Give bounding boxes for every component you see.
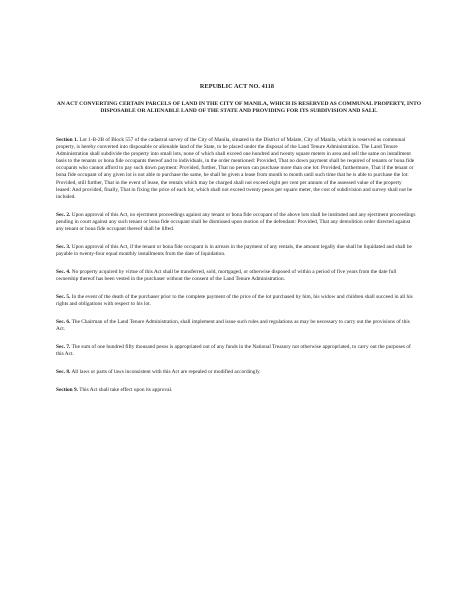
section-2 <box>56 212 416 233</box>
section-text: In the event of the death of the purchaser prior to the complete payment of the price of the lot purchased by him, his widow and children shall succeed in all his rights and obligations with respect to his lot. <box>56 294 413 308</box>
section-text: Upon approval of this Act, if the tenant or bona fide occupant is in arrears in the payment of any rentals, the amount legally due shall be liquidated and shall be payable in twenty-four equal monthly installments from the date of liquidation. <box>56 243 412 257</box>
document-subtitle: AN ACT CONVERTING CERTAIN PARCELS OF LAND IN THE CITY OF MANILA, WHICH IS RESERVED AS COMMUNAL PROPERTY, INTO DISPOSABLE OR ALIENABLE LAND OF THE STATE AND PROVIDING FOR ITS SUBDIVISION AND SALE. <box>56 101 422 115</box>
section-1 <box>56 137 416 201</box>
section-label: Sec. 5. <box>56 294 71 301</box>
section-label: Sec. 4. <box>56 268 71 275</box>
section-label: Sec. 7. <box>56 344 71 351</box>
section-text: Lot 1-B-2B of Block 557 of the cadastral survey of the City of Manila, situated in the District of Malate, City of Manila, which is reserved as communal property, is hereby converted into disposable or alienable land of the State, to be placed under the disposal of the Land Tenure Administration. The Land Tenure Administration shall subdivide the property into small lots, none of which shall exceed one hundred and twenty square meters in area and sell the same on installment basis to the tenants or bona fide occupants thereof and to individuals, in the order mentioned: Provided, That no down payment shall be required of tenants or bona fide occupants who cannot afford to pay such down payment: Provided, further, That no person can purchase more than one lot: Provided, furthermore, That if the tenant or bona fide occupant of any given lot is not able to purchase the same, he shall be given a lease from month to month until such time that he is able to purchase the lot: Provided, still further, That in the event of lease, the rentals which may be charged shall not exceed eight per cent per annum of the assessed value of the property leased: And provided, finally, That in fixing the price of each lot, which shall not exceed twenty pesos per square meter, the cost of subdivision and survey shall not be included. <box>56 137 415 200</box>
section-text: Upon approval of this Act, no ejectment proceedings against any tenant or bona fide occupant of the above lots shall be instituted and any ejectment proceedings pending in court against any such tenant or bona fide occupant shall be dismissed upon motion of the defendant: Provided, That any demolition order directed against any tenant or bona fide occupant thereof shall be lifted. <box>56 211 416 232</box>
section-text: All laws or parts of laws inconsistent with this Act are repealed or modified accordingly. <box>71 369 261 376</box>
section-6 <box>56 319 416 333</box>
section-label: Sec. 6. <box>56 319 71 326</box>
section-label: Section 9. <box>56 387 78 394</box>
section-text: This Act shall take effect upon its approval. <box>79 387 173 394</box>
section-label: Sec. 3. <box>56 243 71 250</box>
section-9 <box>56 387 416 394</box>
sections-list <box>56 137 416 405</box>
section-label: Sec. 2. <box>56 211 71 218</box>
document-title: REPUBLIC ACT NO. 4118 <box>199 83 275 90</box>
section-4 <box>56 269 416 283</box>
section-3 <box>56 244 416 258</box>
section-8 <box>56 369 416 376</box>
section-5 <box>56 294 416 308</box>
section-text: The sum of one hundred fifty thousand pesos is appropriated out of any funds in the National Treasury not otherwise appropriated, to carry out the purposes of this Act. <box>56 344 411 358</box>
section-text: No property acquired by virtue of this Act shall be transferred, sold, mortgaged, or otherwise disposed of within a period of five years from the date full ownership thereof has been vested in the purchaser without the consent of the Land Tenure Administration. <box>56 268 397 283</box>
section-7 <box>56 344 416 358</box>
section-label: Sec. 8. <box>56 369 71 376</box>
section-label: Section 1. <box>56 137 78 143</box>
section-text: The Chairman of the Land Tenure Administration, shall implement and issue such rules and regulations as may be necessary to carry out the provisions of this Act. <box>56 319 410 333</box>
